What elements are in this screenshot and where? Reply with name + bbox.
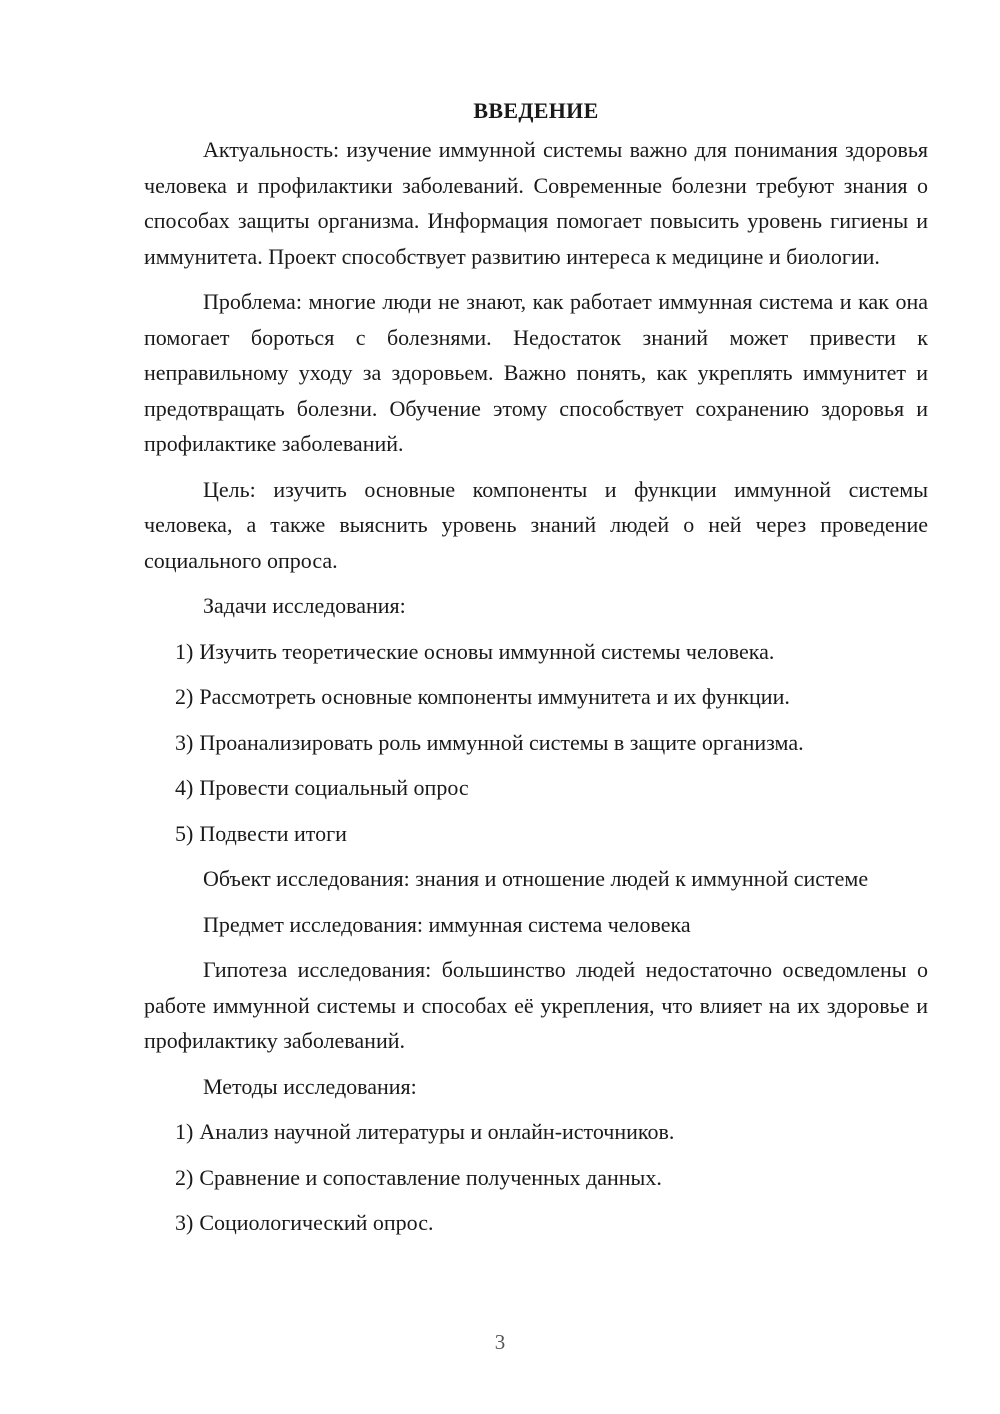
list-item: 3) Социологический опрос. [175,1210,434,1235]
page-number: 3 [494,1330,506,1354]
list-item: 2) Рассмотреть основные компоненты иммунитета и их функции. [175,684,790,709]
page-title: ВВЕДЕНИЕ [473,98,599,123]
goal-paragraph: Цель: изучить основные компоненты и функции иммунной системы человека, а также выяснить уровень знаний людей о ней через проведение социального опроса. [144,476,928,573]
list-item: 1) Анализ научной литературы и онлайн-источников. [175,1119,675,1144]
methods-label: Методы исследования: [203,1073,417,1099]
subject-paragraph: Предмет исследования: иммунная система человека [203,911,691,937]
object-paragraph: Объект исследования: знания и отношение людей к иммунной системе [203,866,869,891]
list-item: 1) Изучить теоретические основы иммунной системы человека. [175,638,775,664]
relevance-paragraph: Актуальность: изучение иммунной системы важно для понимания здоровья человека и профилактики заболеваний. Современные болезни требуют знания о способах защиты организма. Информация помогает повысить уровень гигиены и иммунитета. Проект способствует развитию интереса к медицине и биологии. [144,137,928,269]
tasks-list [144,634,928,852]
list-item: 2) Сравнение и сопоставление полученных данных. [175,1164,662,1190]
hypothesis-paragraph: Гипотеза исследования: большинство людей недостаточно осведомлены о работе иммунной системы и способах её укрепления, что влияет на их здоровье и профилактику заболеваний. [144,957,928,1053]
problem-paragraph: Проблема: многие люди не знают, как работает иммунная система и как она помогает бороться с болезнями. Недостаток знаний может привести к неправильному уходу за здоровьем. Важно понять, как укреплять иммунитет и предотвращать болезни. Обучение этому способствует сохранению здоровья и профилактике заболеваний. [144,289,928,456]
methods-list [144,1114,928,1241]
document-page [144,94,928,1251]
list-item: 4) Провести социальный опрос [175,775,469,800]
tasks-label: Задачи исследования: [203,593,406,618]
list-item: 3) Проанализировать роль иммунной системы в защите организма. [175,729,804,755]
list-item: 5) Подвести итоги [175,820,347,846]
